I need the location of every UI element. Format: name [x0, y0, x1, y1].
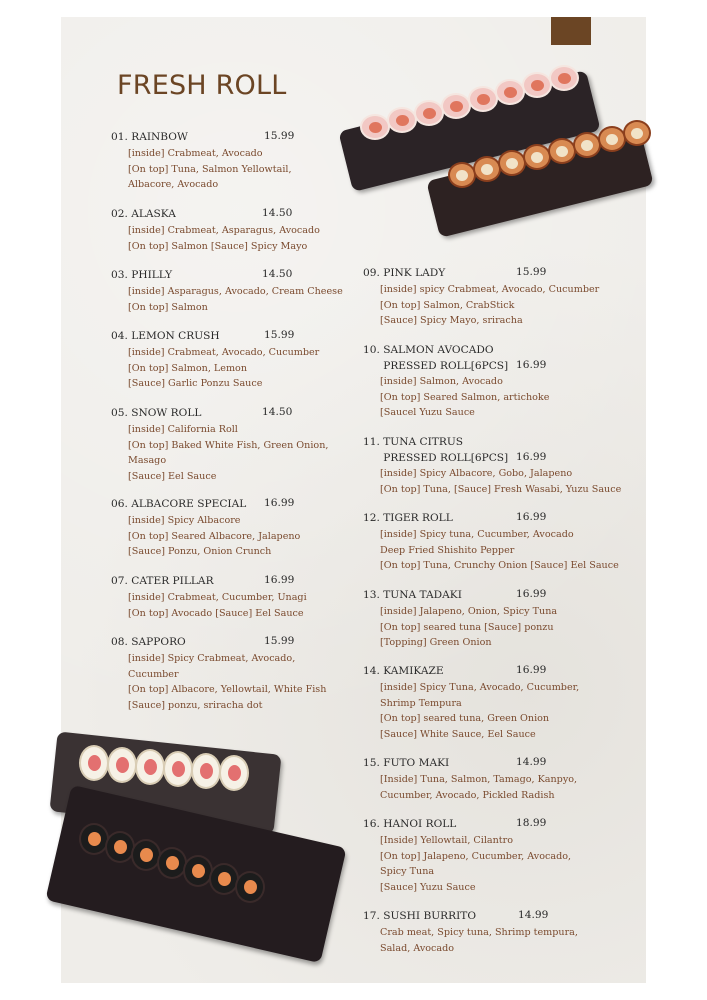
description-line: [inside] Jalapeno, Onion, Spicy Tuna: [380, 606, 558, 617]
item-name: 10. SALMON AVOCADO PRESSED ROLL[6PCS]: [363, 344, 509, 372]
description-line: [inside] Salmon, Avocado: [380, 376, 503, 387]
description-line: [Sauce] Eel Sauce: [128, 470, 217, 482]
sushi-piece: [548, 138, 576, 164]
description-line: [inside] Crabmeat, Avocado, Cucumber: [128, 347, 320, 358]
item-description: [380, 527, 619, 574]
description-line: [On top] Salmon, CrabStick: [380, 299, 515, 311]
description-line: [On top] Tuna, Crunchy Onion [Sauce] Eel Sauce: [380, 560, 619, 571]
item-price: 16.99: [264, 497, 295, 509]
item-description: [380, 282, 599, 329]
item-description: [380, 466, 621, 497]
item-price: 16.99: [264, 574, 295, 586]
description-line: Albacore, Avocado: [128, 179, 219, 190]
item-description: [128, 146, 292, 193]
description-line: [On top] Tuna, [Sauce] Fresh Wasabi, Yuzu Sauce: [380, 483, 622, 495]
description-line: [inside] California Roll: [128, 424, 238, 435]
sushi-piece: [79, 745, 109, 781]
item-description: [380, 680, 579, 742]
sushi-piece: [523, 144, 551, 170]
item-price: 14.50: [262, 268, 293, 280]
item-name: 05. SNOW ROLL: [111, 407, 202, 419]
description-line: [On top] Jalapeno, Cucumber, Avocado,: [380, 850, 572, 862]
description-line: [On top] Avocado [Sauce] Eel Sauce: [128, 607, 304, 619]
description-line: [inside] Spicy Crabmeat, Avocado,: [128, 653, 296, 664]
description-line: [Sauce] Ponzu, Onion Crunch: [128, 546, 272, 557]
description-line: Cucumber, Avocado, Pickled Radish: [380, 789, 555, 801]
sushi-piece: [219, 755, 249, 791]
item-price: 14.50: [262, 207, 293, 219]
description-line: [Saucel Yuzu Sauce: [380, 407, 475, 418]
item-price: 14.99: [518, 909, 549, 921]
description-line: [inside] Spicy Albacore: [128, 515, 241, 526]
item-description: [128, 422, 328, 484]
sushi-piece: [414, 100, 444, 126]
sushi-piece: [549, 65, 579, 91]
description-line: [Sauce] ponzu, sriracha dot: [128, 699, 263, 711]
sushi-piece: [473, 156, 501, 182]
item-name: 03. PHILLY: [111, 269, 173, 281]
item-description: [380, 604, 557, 651]
description-line: [Sauce] White Sauce, Eel Sauce: [380, 728, 536, 740]
item-name: 14. KAMIKAZE: [363, 665, 444, 677]
sushi-piece: [495, 79, 525, 105]
description-line: [inside] Spicy Tuna, Avocado, Cucumber,: [380, 682, 580, 693]
description-line: Spicy Tuna: [380, 866, 435, 877]
item-name: 04. LEMON CRUSH: [111, 330, 220, 342]
description-line: [inside] Crabmeat, Asparagus, Avocado: [128, 225, 320, 236]
item-price: 16.99: [516, 511, 547, 523]
item-description: [128, 284, 343, 315]
sushi-piece: [191, 753, 221, 789]
description-line: [On top] Albacore, Yellowtail, White Fish: [128, 684, 327, 695]
item-price: 16.99: [516, 358, 547, 371]
sushi-piece: [441, 93, 471, 119]
description-line: [inside] Asparagus, Avocado, Cream Cheese: [128, 286, 343, 297]
item-description: [128, 590, 307, 621]
item-name: 09. PINK LADY: [363, 267, 446, 279]
sushi-piece: [360, 114, 390, 140]
sushi-piece: [522, 72, 552, 98]
item-price: 14.50: [262, 406, 293, 418]
item-name: 17. SUSHI BURRITO: [363, 910, 477, 922]
sushi-piece: [235, 871, 265, 903]
description-line: [On top] Seared Salmon, artichoke: [380, 391, 550, 403]
item-price: 14.99: [516, 756, 547, 768]
item-price: 15.99: [264, 329, 295, 341]
description-line: Shrimp Tempura: [380, 697, 462, 709]
item-name: 07. CATER PILLAR: [111, 575, 214, 587]
sushi-piece: [498, 150, 526, 176]
description-line: Deep Fried Shishito Pepper: [380, 544, 515, 556]
description-line: [Inside] Tuna, Salmon, Tamago, Kanpyo,: [380, 774, 578, 785]
item-name: 15. FUTO MAKI: [363, 757, 450, 769]
item-name: 06. ALBACORE SPECIAL: [111, 498, 247, 510]
description-line: [inside] spicy Crabmeat, Avocado, Cucumber: [380, 284, 600, 295]
description-line: [Sauce] Yuzu Sauce: [380, 881, 476, 893]
description-line: [On top] seared tuna, Green Onion: [380, 713, 550, 724]
description-line: Cucumber: [128, 668, 179, 680]
description-line: [On top] Salmon: [128, 301, 208, 313]
item-description: [128, 513, 300, 560]
item-name: 11. TUNA CITRUS PRESSED ROLL[6PCS]: [363, 436, 509, 464]
sushi-photo-top: [330, 62, 646, 242]
item-price: 15.99: [264, 635, 295, 647]
sushi-piece: [573, 132, 601, 158]
item-price: 16.99: [516, 588, 547, 600]
description-line: [inside] Crabmeat, Avocado: [128, 148, 263, 159]
description-line: [inside] Spicy tuna, Cucumber, Avocado: [380, 529, 574, 540]
description-line: [On top] Seared Albacore, Jalapeno: [128, 530, 301, 542]
description-line: [On top] seared tuna [Sauce] ponzu: [380, 621, 554, 633]
description-line: [inside] Spicy Albacore, Gobo, Jalapeno: [380, 468, 573, 479]
description-line: [Topping] Green Onion: [380, 637, 492, 648]
item-description: [128, 651, 326, 713]
sushi-piece: [387, 107, 417, 133]
sushi-piece: [163, 751, 193, 787]
item-description: [380, 833, 571, 895]
page-title: FRESH ROLL: [117, 70, 287, 101]
item-description: [380, 925, 578, 956]
sushi-piece: [623, 120, 651, 146]
item-price: 16.99: [516, 664, 547, 676]
corner-tab: [551, 17, 591, 45]
item-description: [380, 772, 577, 803]
description-line: Salad, Avocado: [380, 942, 455, 954]
description-line: [On top] Tuna, Salmon Yellowtail,: [128, 163, 292, 175]
description-line: [Sauce] Spicy Mayo, sriracha: [380, 315, 523, 326]
item-name: 12. TIGER ROLL: [363, 512, 453, 524]
description-line: [Sauce] Garlic Ponzu Sauce: [128, 378, 263, 389]
item-description: [128, 345, 319, 392]
item-price: 15.99: [264, 130, 295, 142]
description-line: [On top] Baked White Fish, Green Onion,: [128, 439, 329, 451]
item-price: 15.99: [516, 266, 547, 278]
description-line: [On top] Salmon [Sauce] Spicy Mayo: [128, 240, 308, 252]
description-line: [On top] Salmon, Lemon: [128, 362, 248, 374]
sushi-piece: [135, 749, 165, 785]
item-name: 02. ALASKA: [111, 208, 176, 220]
item-name: 01. RAINBOW: [111, 131, 188, 143]
item-name: 08. SAPPORO: [111, 636, 186, 648]
description-line: Masago: [128, 455, 167, 466]
sushi-piece: [598, 126, 626, 152]
item-price: 16.99: [516, 450, 547, 463]
item-name: 16. HANOI ROLL: [363, 818, 457, 830]
description-line: [Inside] Yellowtail, Cilantro: [380, 835, 514, 846]
sushi-piece: [468, 86, 498, 112]
sushi-piece: [107, 747, 137, 783]
item-name: 13. TUNA TADAKI: [363, 589, 462, 601]
item-description: [380, 374, 549, 421]
sushi-piece: [448, 162, 476, 188]
item-price: 18.99: [516, 817, 547, 829]
sushi-photo-bottom: [61, 715, 351, 983]
description-line: [inside] Crabmeat, Cucumber, Unagi: [128, 592, 307, 603]
description-line: Crab meat, Spicy tuna, Shrimp tempura,: [380, 927, 578, 938]
item-description: [128, 223, 320, 254]
